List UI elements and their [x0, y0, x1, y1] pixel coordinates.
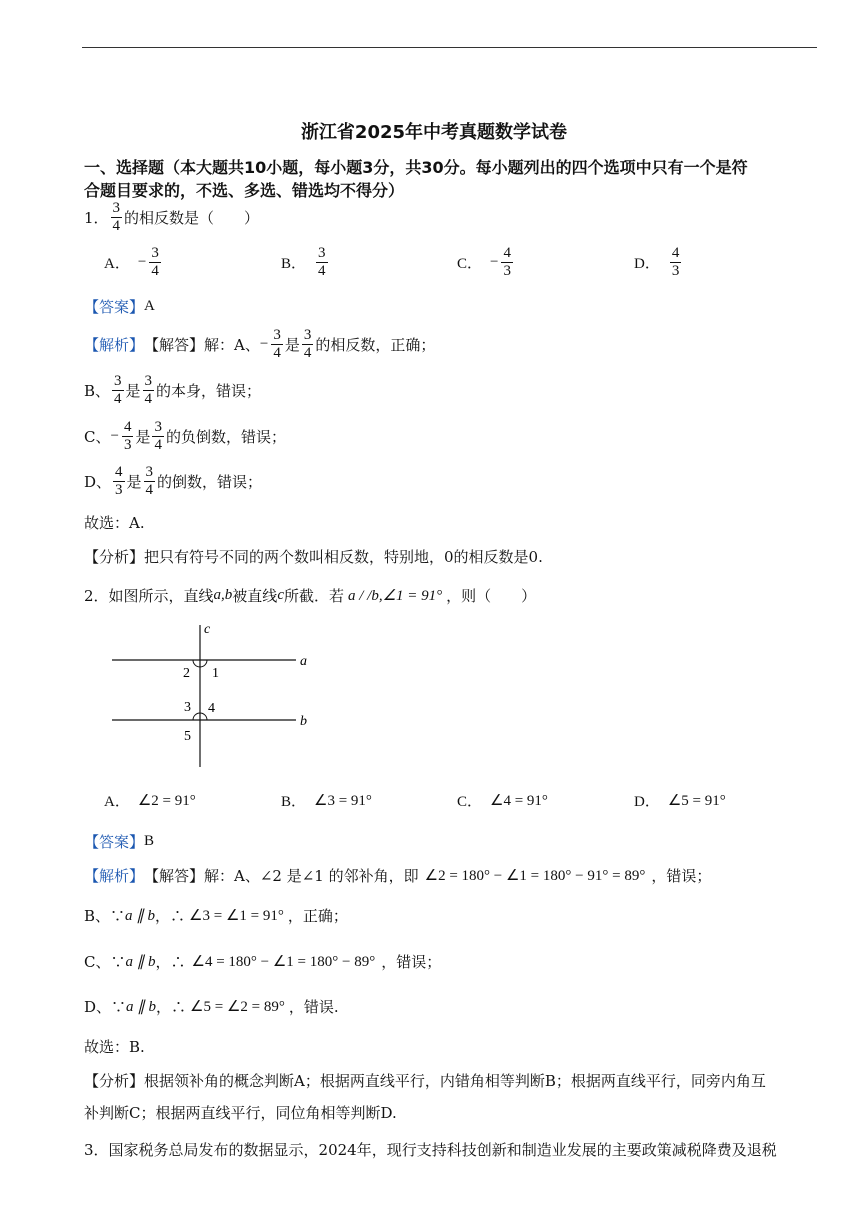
q1-stem [84, 200, 259, 235]
option-expression: ∠4 = 91° [490, 793, 548, 809]
explain-tag: 【解析】 [84, 867, 145, 885]
explain-expression: ∠4 = 180° − ∠1 = 180° − 89° [191, 954, 376, 970]
q2-stem-text: 所截．若 [283, 587, 344, 605]
q1-explain-c [84, 419, 286, 454]
label-c: c [204, 622, 211, 637]
option-fraction [316, 245, 328, 280]
denominator: 4 [273, 345, 281, 361]
explain-expression: ∠3 = ∠1 = 91° [189, 908, 284, 924]
is-text: 是 [284, 336, 300, 354]
q2-choose: 故选：B. [84, 1038, 145, 1056]
label-a: a [300, 654, 307, 669]
denominator: 4 [114, 391, 122, 407]
q2-explain-c [84, 951, 441, 972]
numerator: 4 [115, 464, 123, 480]
explain-prefix: B、 [84, 382, 111, 400]
denominator: 3 [115, 482, 123, 498]
explain-tag: 【解析】 [84, 336, 145, 354]
parallel-lines-figure [100, 615, 330, 780]
q2-option-a[interactable] [104, 790, 196, 811]
q1-explain-d [84, 464, 262, 499]
q1-option-a[interactable] [104, 245, 163, 280]
is-text: 是 [126, 473, 142, 491]
q1-explain-b [84, 373, 261, 408]
explain-text: ，∴ [155, 953, 186, 971]
angle-label-3: 3 [184, 700, 191, 715]
explain-text: 的负倒数，错误； [165, 428, 286, 446]
q2-explain-d [84, 996, 339, 1017]
angle-label-5: 5 [184, 729, 191, 744]
q3-stem: 3．国家税务总局发布的数据显示，2024年，现行支持科技创新和制造业发展的主要政策减税降费及退税 [84, 1141, 777, 1159]
fraction [113, 464, 125, 499]
numerator: 3 [151, 245, 159, 261]
option-label: C． [457, 794, 483, 810]
minus-sign: − [137, 254, 147, 270]
fraction [112, 373, 124, 408]
numerator: 3 [273, 327, 281, 343]
q2-stem-text: 2．如图所示，直线 [84, 587, 214, 605]
angle-label-1: 1 [212, 666, 219, 681]
angle-label-2: 2 [183, 666, 190, 681]
is-text: 是 [125, 382, 141, 400]
minus-sign: − [110, 428, 119, 444]
denominator: 3 [671, 263, 680, 279]
fraction [143, 373, 155, 408]
explain-text: ，错误； [651, 867, 712, 885]
option-expression: ∠2 = 91° [137, 793, 196, 809]
explain-expression: a ∥ b [126, 999, 157, 1015]
denominator: 4 [151, 263, 159, 279]
option-label: B． [281, 256, 307, 272]
q1-choose: 故选：A. [84, 514, 145, 532]
option-fraction [501, 245, 513, 280]
q1-number: 1． [84, 209, 109, 227]
q2-stem-text: 被直线 [232, 587, 278, 605]
explain-text: 【解答】解：A、∠2 是∠1 的邻补角，即 [144, 867, 419, 885]
denominator: 4 [303, 345, 312, 361]
label-b: b [300, 714, 307, 729]
q1-option-c[interactable] [457, 245, 515, 280]
answer-tag: 【答案】 [84, 298, 145, 316]
minus-sign: − [259, 336, 269, 352]
q2-analysis-line2: 补判断C；根据两直线平行，同位角相等判断D. [84, 1104, 397, 1122]
q2-explain-b [84, 905, 348, 926]
option-label: A． [104, 794, 130, 810]
explain-prefix: D、 [84, 473, 112, 491]
page-title: 浙江省2025年中考真题数学试卷 [300, 122, 568, 143]
option-label: D． [634, 794, 660, 810]
option-fraction [149, 245, 161, 280]
minus-sign: − [490, 254, 499, 270]
numerator: 3 [145, 464, 154, 480]
denominator: 3 [123, 437, 132, 453]
denominator: 4 [154, 437, 162, 453]
fraction [271, 327, 283, 362]
q2-option-c[interactable] [457, 790, 548, 811]
explain-text: ，∴ [155, 907, 186, 925]
q2-option-b[interactable] [281, 790, 372, 811]
option-fraction [670, 245, 682, 280]
explain-prefix: B、∵ [84, 907, 126, 925]
fraction [152, 419, 164, 454]
header-rule [82, 47, 817, 48]
q2-explain-a [84, 865, 711, 886]
math-c: c [277, 587, 284, 603]
numerator: 3 [114, 373, 122, 389]
option-label: D． [634, 256, 660, 272]
q2-answer [84, 831, 154, 852]
q1-fraction [111, 200, 123, 235]
explain-text: ，∴ [156, 998, 187, 1016]
fraction [302, 327, 314, 362]
answer-tag: 【答案】 [84, 833, 145, 851]
q1-explain-a [84, 327, 435, 362]
explain-expression: ∠2 = 180° − ∠1 = 180° − 91° = 89° [424, 868, 646, 884]
explain-prefix: D、∵ [84, 998, 127, 1016]
numerator: 3 [303, 327, 312, 343]
explain-prefix: C、 [84, 428, 111, 446]
q2-stem [84, 585, 536, 606]
numerator: 4 [503, 245, 511, 261]
q1-stem-tail: 的相反数是（ ） [124, 209, 260, 227]
explain-text: 的倒数，错误； [157, 473, 263, 491]
explain-text: 的相反数，正确； [315, 336, 436, 354]
math-ab: a,b [213, 587, 233, 603]
q2-stem-text: ，则（ ） [446, 587, 537, 605]
math-condition: a / /b,∠1 = 91° [348, 588, 443, 604]
numerator: 3 [112, 200, 121, 216]
section-heading-line1: 一、选择题（本大题共10小题，每小题3分，共30分。每小题列出的四个选项中只有一个是符 [84, 158, 748, 177]
numerator: 3 [154, 419, 162, 435]
q1-analysis: 【分析】把只有符号不同的两个数叫相反数，特别地，0的相反数是0. [84, 548, 543, 566]
answer-value: A [144, 298, 155, 314]
explain-text: ，错误； [381, 953, 442, 971]
solution-label: 【解答】解：A、 [144, 336, 260, 354]
explain-text: ，正确； [287, 907, 348, 925]
numerator: 3 [144, 373, 153, 389]
explain-text: ，错误. [288, 998, 339, 1016]
q1-answer [84, 296, 155, 317]
explain-expression: a ∥ b [125, 954, 156, 970]
denominator: 4 [112, 218, 121, 234]
explain-text: 的本身，错误； [156, 382, 262, 400]
q2-analysis-line1: 【分析】根据领补角的概念判断A；根据两直线平行，内错角相等判断B；根据两直线平行，同旁内角互 [84, 1072, 766, 1090]
explain-expression: ∠5 = ∠2 = 89° [190, 999, 285, 1015]
q1-option-b[interactable] [281, 245, 330, 280]
option-label: B． [281, 794, 307, 810]
option-expression: ∠5 = 91° [667, 793, 726, 809]
q1-option-d[interactable] [634, 245, 683, 280]
q2-option-d[interactable] [634, 790, 726, 811]
numerator: 3 [318, 245, 326, 261]
section-heading-line2: 合题目要求的，不选、多选、错选均不得分） [84, 181, 405, 200]
option-expression: ∠3 = 91° [314, 793, 372, 809]
option-label: C． [457, 256, 483, 272]
explain-expression: a ∥ b [125, 908, 156, 924]
numerator: 4 [123, 419, 132, 435]
numerator: 4 [671, 245, 680, 261]
denominator: 3 [503, 263, 511, 279]
is-text: 是 [135, 428, 151, 446]
denominator: 4 [145, 482, 154, 498]
fraction [122, 419, 134, 454]
option-label: A． [104, 256, 130, 272]
angle-label-4: 4 [208, 701, 215, 716]
denominator: 4 [318, 263, 326, 279]
explain-prefix: C、∵ [84, 953, 126, 971]
denominator: 4 [144, 391, 153, 407]
answer-value: B [144, 833, 155, 849]
fraction [144, 464, 156, 499]
